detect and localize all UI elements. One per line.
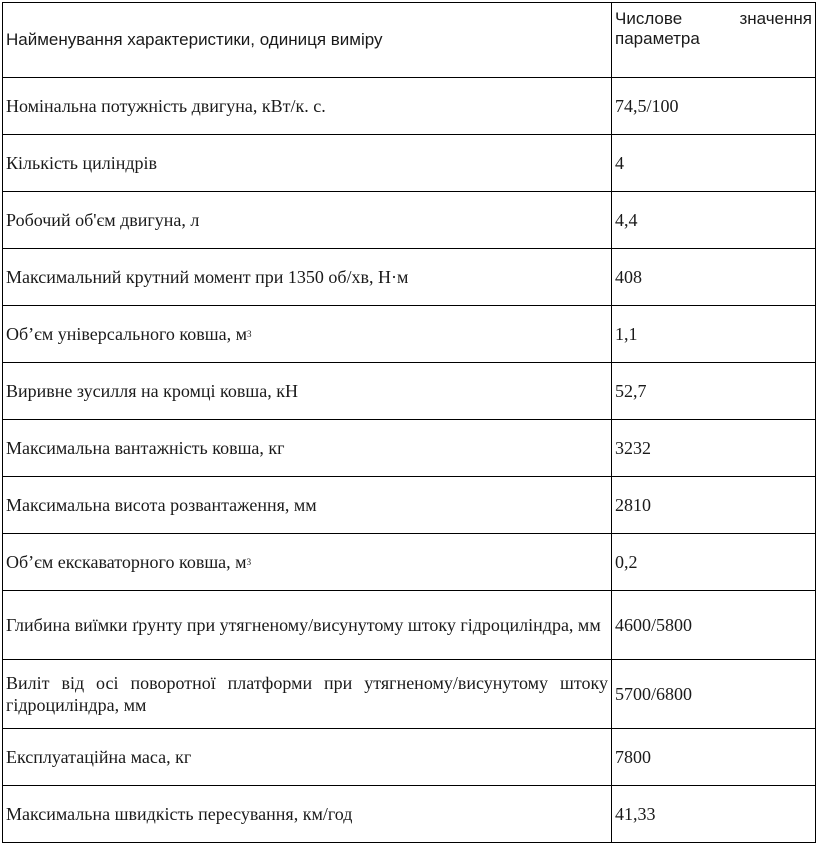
table-row [3,786,816,843]
param-name [3,306,612,363]
param-name: Номінальна потужність двигуна, кВт/к. с. [3,78,612,135]
param-value: 4600/5800 [612,591,816,660]
param-name: Глибина виїмки ґрунту при утягненому/висунутому штоку гідроциліндра, мм [3,591,612,660]
table-row [3,477,816,534]
param-value: 4,4 [612,192,816,249]
param-value: 0,2 [612,534,816,591]
param-value: 408 [612,249,816,306]
table-row [3,363,816,420]
table-row [3,591,816,660]
param-name: Максимальна висота розвантаження, мм [3,477,612,534]
table-row [3,534,816,591]
param-name: Виривне зусилля на кромці ковша, кН [3,363,612,420]
header-value-line1: Числове значення [615,9,812,28]
param-name [3,534,612,591]
unit-superscript: 3 [246,329,252,339]
header-param-value [612,3,816,78]
param-value: 74,5/100 [612,78,816,135]
table-row [3,420,816,477]
param-name: Максимальна швидкість пересування, км/год [3,786,612,843]
table-row [3,306,816,363]
param-value: 4 [612,135,816,192]
param-name: Робочий об'єм двигуна, л [3,192,612,249]
table-row [3,729,816,786]
param-value: 2810 [612,477,816,534]
param-name: Максимальний крутний момент при 1350 об/хв, Н·м [3,249,612,306]
table-row [3,249,816,306]
table-row [3,660,816,729]
param-value: 7800 [612,729,816,786]
specifications-table [2,2,816,843]
param-name-text: Об’єм екскаваторного ковша, м [6,552,247,572]
header-value-line2: параметра [615,29,700,48]
param-name: Виліт від осі поворотної платформи при утягненому/висунутому штоку гідроциліндра, мм [3,660,612,729]
param-value: 52,7 [612,363,816,420]
param-name: Максимальна вантажність ковша, кг [3,420,612,477]
header-param-name: Найменування характеристики, одиниця виміру [3,3,612,78]
table-row [3,135,816,192]
table-row [3,192,816,249]
param-name: Кількість циліндрів [3,135,612,192]
unit-superscript: 3 [246,557,252,567]
table-row [3,78,816,135]
param-name-text: Об’єм універсального ковша, м [6,324,247,344]
param-name: Експлуатаційна маса, кг [3,729,612,786]
param-value: 5700/6800 [612,660,816,729]
param-value: 3232 [612,420,816,477]
param-value: 1,1 [612,306,816,363]
table-header-row [3,3,816,78]
param-value: 41,33 [612,786,816,843]
